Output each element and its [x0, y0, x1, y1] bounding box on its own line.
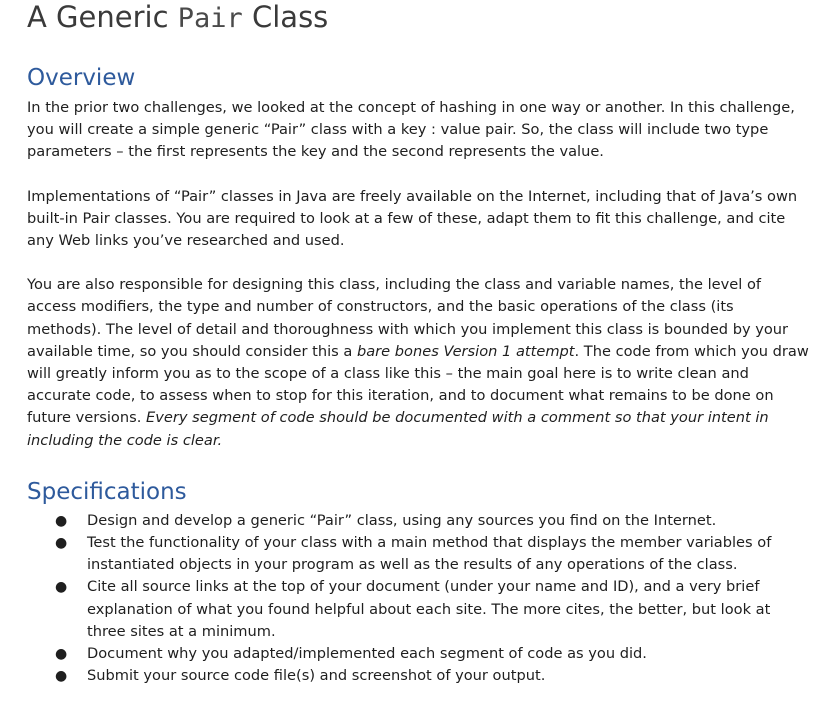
p3-text-b: . The code from which you draw will greatly inform you as to the scope of a class like this – the main goal here is to write clean and accurate code, to assess when to stop for this iteration, and to document what remains to be done on future versions.: [27, 342, 809, 427]
document-page: [27, 0, 812, 687]
overview-heading: Overview: [27, 65, 136, 91]
list-item: [27, 643, 812, 665]
specifications-list: [27, 510, 812, 688]
list-item: [27, 532, 812, 576]
p3-emphasis-documentation: Every segment of code should be documented with a comment so that your intent in including the code is clear.: [27, 409, 769, 449]
bullet-icon: ●: [55, 579, 68, 596]
title-suffix: Class: [242, 0, 329, 34]
list-item: [27, 665, 812, 687]
specifications-heading: Specifications: [27, 478, 187, 505]
list-item-text: Test the functionality of your class with a main method that displays the member variables of instantiated objects in your program as well as the results of any operations of the class.: [87, 534, 772, 574]
p3-text-a: You are also responsible for designing this class, including the class and variable names, the level of access modifiers, the type and number of constructors, and the basic operations of the class (its methods). The level of detail and thoroughness with which you implement this class is bounded by your available time, so you should consider this a: [27, 276, 789, 360]
bullet-icon: ●: [55, 512, 68, 529]
list-item-text: Document why you adapted/implemented each segment of code as you did.: [87, 645, 647, 663]
list-item-text: Submit your source code file(s) and screenshot of your output.: [87, 667, 546, 685]
title-prefix: A Generic: [27, 0, 178, 34]
page-title: [27, 0, 812, 36]
overview-paragraph-1: In the prior two challenges, we looked at the concept of hashing in one way or another. In this challenge, you will create a simple generic “Pair” class with a key : value pair. So, the class will include two type parameters – the first represents the key and the second represents the value.: [27, 99, 795, 161]
list-item: [27, 576, 812, 643]
overview-paragraph-2: Implementations of “Pair” classes in Java are freely available on the Internet, including that of Java’s own built-in Pair classes. You are required to look at a few of these, adapt them to fit this challenge, and cite any Web links you’ve researched and used.: [27, 187, 798, 250]
overview-paragraph-3: [27, 274, 812, 452]
bullet-icon: ●: [55, 646, 68, 663]
bullet-icon: ●: [55, 668, 68, 685]
p3-emphasis-version: bare bones Version 1 attempt: [356, 342, 575, 360]
list-item-text: Design and develop a generic “Pair” class, using any sources you find on the Internet.: [87, 511, 717, 529]
title-code: Pair: [177, 3, 243, 34]
list-item-text: Cite all source links at the top of your document (under your name and ID), and a very brief explanation of what you found helpful about each site. The more cites, the better, but look at three sites at a minimum.: [87, 578, 771, 640]
list-item: [27, 510, 812, 532]
bullet-icon: ●: [55, 535, 68, 552]
